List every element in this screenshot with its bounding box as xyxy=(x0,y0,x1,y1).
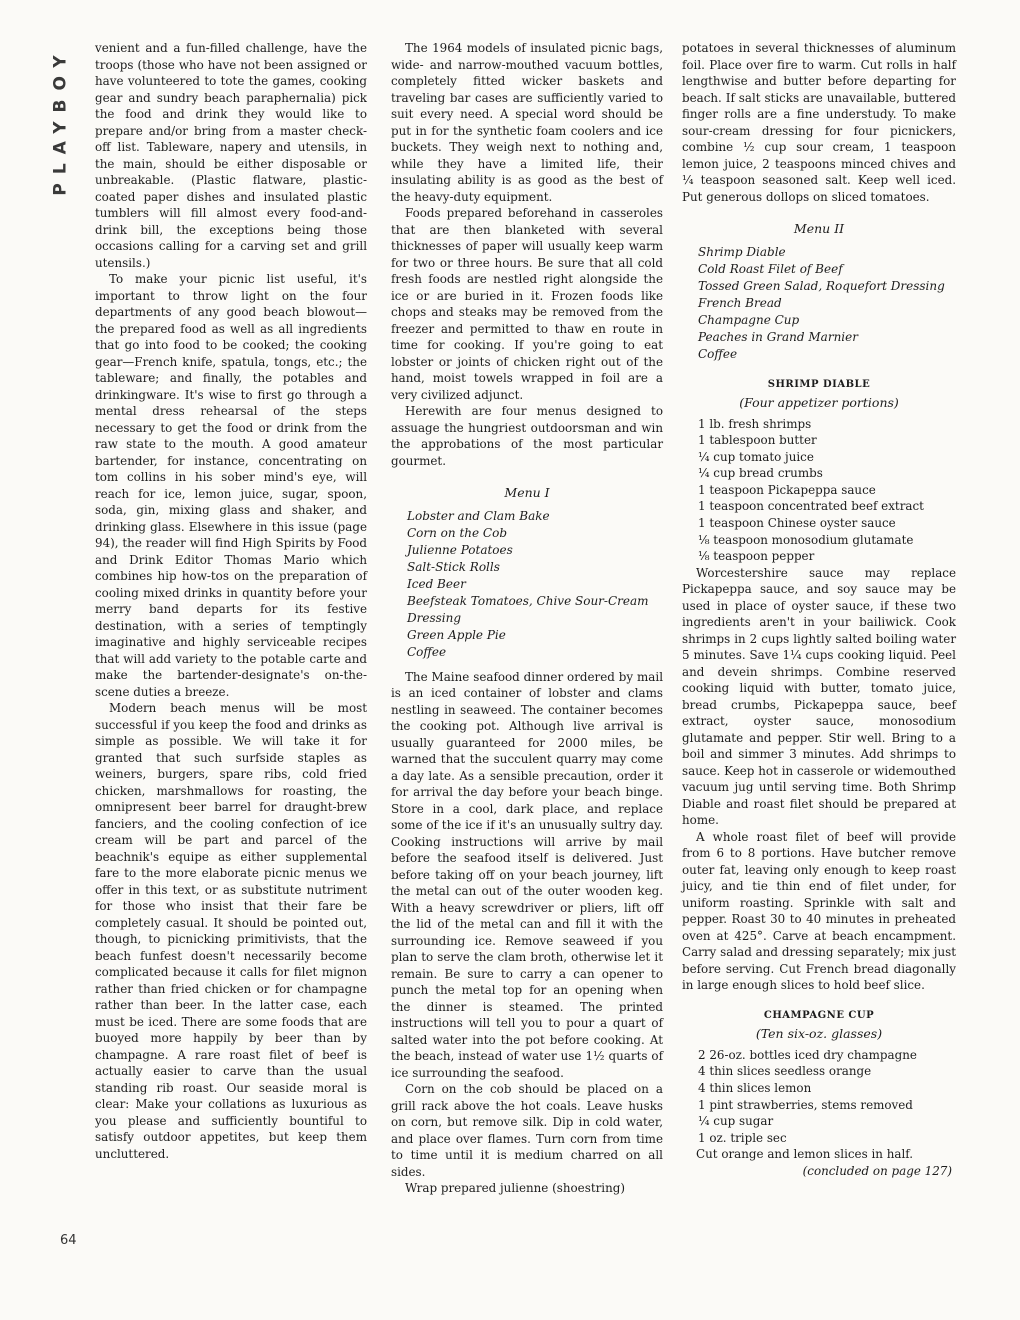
continuation-note: (concluded on page 127) xyxy=(802,1163,952,1178)
ingredient: 1 teaspoon Chinese oyster sauce xyxy=(698,516,896,531)
ingredient: 1 tablespoon butter xyxy=(698,433,817,448)
paragraph: To make your picnic list useful, it's important to throw light on the four departments of any good beach blowout—the prepared food as well as all ingredients that go into food to be cooked; the cooking gear—French knife, spatula, tongs, etc.; the tableware; and finally, the potables and drinkingware. It's wise to first go through a mental dress rehearsal of the steps necessary to get the food or drink from the raw state to the mouth. A good amateur bartender, for instance, concentrating on tom collins in his sober mind's eye, will reach for ice, lemon juice, sugar, spoon, soda, gin, mixing glass and shaker, and drinking glass. Elsewhere in this issue (page 94), the reader will find High Spirits by Food and Drink Editor Thomas Mario which combines hip how-tos on the preparation of cooling mixed drinks in quantity before your merry band departs for its festive destination, with a series of temptingly imaginative and highly serviceable recipes that will add variety to the potable carte and make the bartender-designate's on-the-scene duties a breeze. xyxy=(95,272,367,699)
column-1 xyxy=(95,40,367,1162)
ingredient: ⅛ teaspoon monosodium glutamate xyxy=(698,532,914,547)
menu-item: Peaches in Grand Marnier xyxy=(698,329,858,344)
column-2 xyxy=(391,40,663,1197)
recipe-title: SHRIMP DIABLE xyxy=(767,378,871,390)
page-number: 64 xyxy=(60,1233,77,1248)
ingredient: 1 pint strawberries, stems removed xyxy=(698,1097,913,1112)
paragraph: potatoes in several thicknesses of aluminum foil. Place over fire to warm. Cut rolls in half lengthwise and butter before departing for beach. If salt sticks are unavailable, buttered finger rolls are a fine understudy. To make sour-cream dressing for four picnickers, combine ½ cup sour cream, 1 teaspoon lemon juice, 2 teaspoons minced chives and ¼ teaspoon seasoned salt. Keep well iced. Put generous dollops on sliced tomatoes. xyxy=(682,41,956,204)
paragraph: Worcestershire sauce may replace Pickapeppa sauce, and soy sauce may be used in place of oyster sauce, if these two ingredients aren't in your bailiwick. Cook shrimps in 2 cups lightly salted boiling water 5 minutes. Save 1¼ cups cooking liquid. Peel and devein shrimps. Combine reserved cooking liquid with butter, tomato juice, bread crumbs, Pickapeppa sauce, beef extract, oyster sauce, monosodium glutamate and pepper. Stir well. Bring to a boil and simmer 3 minutes. Add shrimps to sauce. Keep hot in casserole or widemouthed vacuum jug until serving time. Both Shrimp Diable and roast filet should be prepared at home. xyxy=(682,565,956,828)
ingredient: ⅛ teaspoon pepper xyxy=(698,549,815,564)
menu-item: Iced Beer xyxy=(407,576,466,591)
menu-item: Corn on the Cob xyxy=(407,525,508,540)
paragraph: venient and a fun-filled challenge, have the troops (those who have not been assigned or have volunteered to tote the games, cooking gear and sundry beach paraphernalia) pick the food and drink they would like to prepare and/or bring from a master check-off list. Tableware, napery and utensils, in the main, should be either disposable or unbreakable. (Plastic flatware, plastic-coated paper dishes and insulated plastic tumblers will fill almost every food-and-drink bill, the exceptions being those occasions calling for a carving set and grill utensils.) xyxy=(95,41,367,270)
menu-item: French Bread xyxy=(698,295,782,310)
paragraph: Corn on the cob should be placed on a grill rack above the hot coals. Leave husks on corn, but remove silk. Dip in cold water, and place over flames. Turn corn from time to time until it is medium charred on all sides. xyxy=(391,1082,663,1179)
ingredient: 2 26-oz. bottles iced dry champagne xyxy=(698,1047,917,1062)
menu-item: Coffee xyxy=(407,644,447,659)
ingredient: 1 oz. triple sec xyxy=(698,1130,787,1145)
paragraph: The Maine seafood dinner ordered by mail is an iced container of lobster and clams nestling in seaweed. The container becomes the cooking pot. Although live arrival is usually guaranteed for 2000 miles, be warned that the succulent quarry may come a day late. As a sensible precaution, order it for arrival the day before your beach binge. Store in a cool, dark place, and replace some of the ice if it's an unusually sultry day. Cooking instructions will arrive by mail before the seafood itself is delivered. Just before taking off on your beach journey, lift the metal can out of the outer wooden keg. With a heavy screwdriver or pliers, lift off the lid of the metal can and fill it with the surrounding ice. Remove seaweed if you plan to serve the clam broth, otherwise let it remain. Be sure to carry a can opener to punch the metal top for an opening when the dinner is steamed. The printed instructions will tell you to pour a quart of salted water into the pot before cooking. At the beach, instead of water use 1½ quarts of ice surrounding the seafood. xyxy=(391,669,663,1080)
menu-item: Tossed Green Salad, Roquefort Dressing xyxy=(698,278,945,293)
menu-item: Coffee xyxy=(698,346,738,361)
ingredient: 4 thin slices seedless orange xyxy=(698,1064,872,1079)
ingredient: 1 lb. fresh shrimps xyxy=(698,416,812,431)
menu-title: Menu I xyxy=(504,485,550,500)
ingredient: ¼ cup bread crumbs xyxy=(698,466,823,481)
menu-title: Menu II xyxy=(793,221,845,236)
recipe-servings: (Four appetizer portions) xyxy=(739,395,899,410)
ingredient: 4 thin slices lemon xyxy=(698,1081,812,1096)
recipe-servings: (Ten six-oz. glasses) xyxy=(755,1026,883,1042)
paragraph: Wrap prepared julienne (shoestring) xyxy=(405,1181,625,1195)
menu-item: Green Apple Pie xyxy=(407,627,506,642)
paragraph: Cut orange and lemon slices in half. xyxy=(696,1147,914,1162)
paragraph: Modern beach menus will be most successful if you keep the food and drinks as simple as possible. We will take it for granted that such surfside staples as weiners, burgers, spare ribs, cold fried chicken, marshmallows for roasting, the omnipresent beer barrel for draught-brew fanciers, and the cooling confection of ice cream will be part and parcel of the beachnik's equipe as either supplemental fare to the more elaborate picnic menus we offer in this text, or as substitute nutriment for those who insist that their fare be completely casual. It should be pointed out, though, to picnicking primitivists, that the beach funfest doesn't necessarily become complicated because it calls for filet mignon rather than fried chicken or for champagne rather than beer. In the latter case, each must be iced. There are some foods that are buoyed more happily by beer than by champagne. A rare roast filet of beef is actually easier to carve than the usual standing rib roast. Our seaside moral is clear: Make your collations as luxurious as you please and sufficiently bountiful to satisfy outdoor appetites, but keep them uncluttered. xyxy=(95,701,367,1161)
menu-item: Beefsteak Tomatoes, Chive Sour-Cream Dressing xyxy=(407,593,649,625)
magazine-name: PLAYBOY xyxy=(51,46,71,196)
ingredient: ¼ cup sugar xyxy=(698,1114,774,1129)
paragraph: A whole roast filet of beef will provide from 6 to 8 portions. Have butcher remove outer fat, leaving only enough to keep roast juicy, and tie thin end of filet under, for uniform roasting. Sprinkle with salt and pepper. Roast 30 to 40 minutes in preheated oven at 425°. Carve at beach encampment. Carry salad and dressing separately; mix just before serving. Cut French bread diagonally in large enough slices to hold beef slice. xyxy=(682,829,956,993)
menu-item: Lobster and Clam Bake xyxy=(407,508,550,523)
ingredient: 1 teaspoon Pickapeppa sauce xyxy=(698,482,876,497)
column-3 xyxy=(682,40,956,1179)
menu-item: Shrimp Diable xyxy=(698,244,786,259)
menu-item: Julienne Potatoes xyxy=(407,542,513,557)
menu-item: Champagne Cup xyxy=(698,312,800,327)
paragraph: The 1964 models of insulated picnic bags, wide- and narrow-mouthed vacuum bottles, completely fitted wicker baskets and traveling bar cases are sufficiently varied to suit every need. A special word should be put in for the synthetic foam coolers and ice buckets. They weigh next to nothing and, while they have a limited life, their insulating ability is as good as the best of the heavy-duty equipment. xyxy=(391,41,663,204)
menu-item: Cold Roast Filet of Beef xyxy=(698,261,843,276)
recipe-title: CHAMPAGNE CUP xyxy=(763,1009,875,1021)
ingredient: ¼ cup tomato juice xyxy=(698,449,814,464)
paragraph: Foods prepared beforehand in casseroles that are then blanketed with several thicknesses of paper will usually keep warm for two or three hours. Be sure that all cold fresh foods are nestled right alongside the ice or are buried in it. Frozen foods like chops and steaks may be removed from the freezer and permitted to thaw en route in time for cooking. If you're going to eat lobster or joints of chicken right out of the hand, moist towels wrapped in foil are a very civilized adjunct. xyxy=(391,206,663,402)
menu-item: Salt-Stick Rolls xyxy=(407,559,500,574)
paragraph: Herewith are four menus designed to assuage the hungriest outdoorsman and win the approbations of the most particular gourmet. xyxy=(391,404,663,468)
ingredient: 1 teaspoon concentrated beef extract xyxy=(698,499,924,514)
